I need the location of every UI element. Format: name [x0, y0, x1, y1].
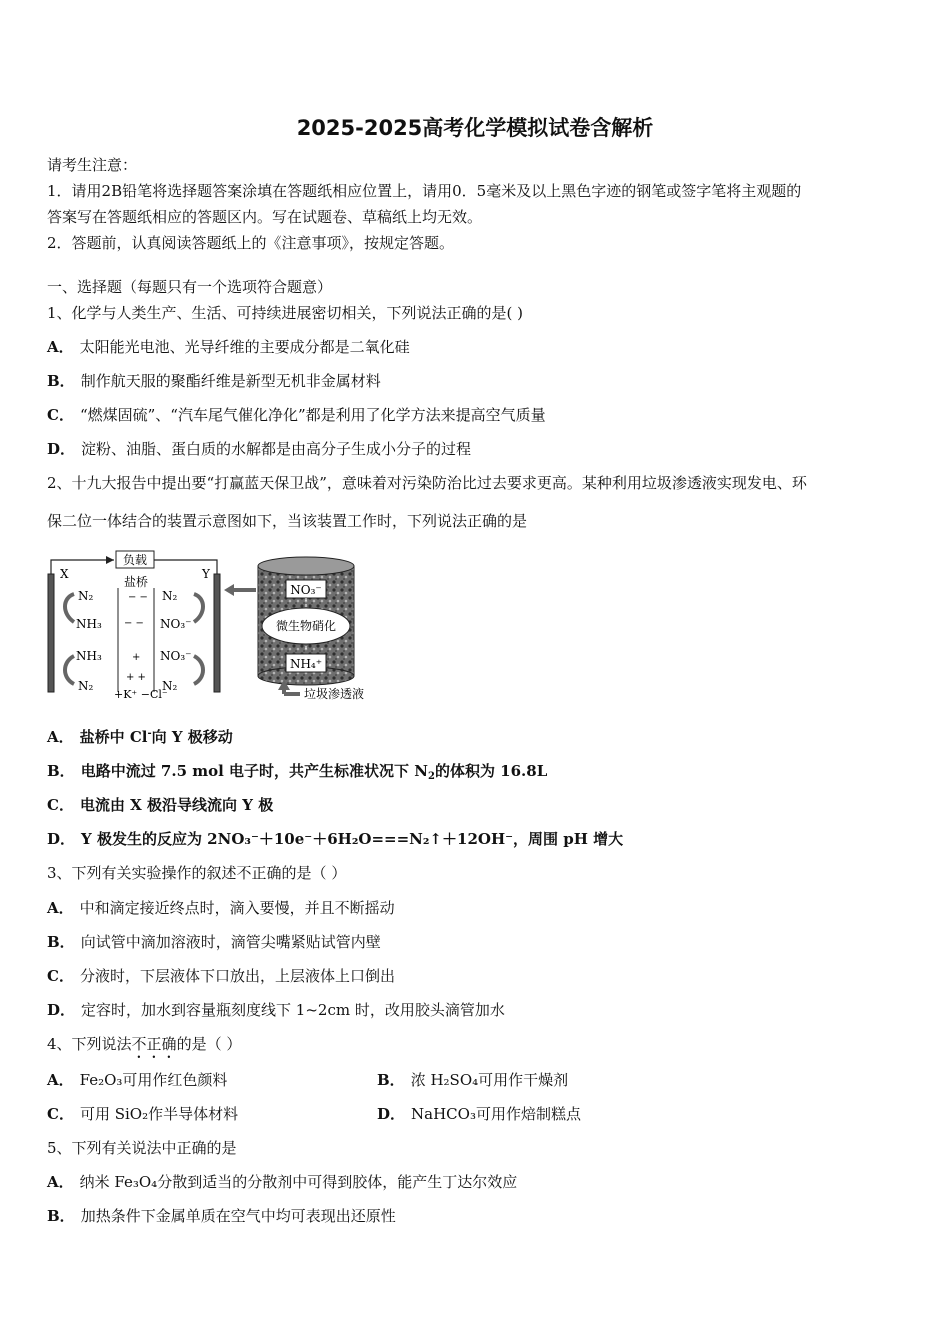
q1-option-a: A． 太阳能光电池、光导纤维的主要成分都是二氧化硅	[47, 338, 410, 356]
svg-text:− −: − −	[124, 618, 144, 629]
notice-block	[47, 152, 907, 256]
q4-option-d: D． NaHCO₃可用作焙制糕点	[377, 1105, 581, 1123]
q4-stem: 4、下列说法不正确的是（ ）	[47, 1035, 242, 1053]
ions-label: +K⁺ −Cl⁻	[114, 688, 168, 701]
left-n2-bottom: N₂	[78, 679, 94, 693]
q1-stem: 1、化学与人类生产、生活、可持续进展密切相关，下列说法正确的是( )	[47, 304, 524, 322]
q2-option-c: C． 电流由 X 极沿导线流向 Y 极	[47, 796, 274, 814]
tank-no3: NO₃⁻	[290, 583, 322, 597]
left-n2-top: N₂	[78, 589, 94, 603]
q4-option-b: B． 浓 H₂SO₄可用作干燥剂	[377, 1071, 569, 1089]
tank-nh4: NH₄⁺	[289, 657, 323, 671]
q4-option-a: A． Fe₂O₃可用作红色颜料	[47, 1071, 228, 1089]
q2-stem-line1: 2、十九大报告中提出要“打赢蓝天保卫战”，意味着对污染防治比过去要求更高。某种利用垃圾渗透液实现发电、环	[47, 474, 807, 492]
q1-option-d: D． 淀粉、油脂、蛋白质的水解都是由高分子生成小分子的过程	[47, 440, 472, 458]
q2-option-d: D． Y 极发生的反应为 2NO₃⁻＋10e⁻＋6H₂O===N₂↑＋12OH⁻，周围 pH 增大	[47, 830, 624, 848]
q3-option-a: A． 中和滴定接近终点时，滴入要慢，并且不断摇动	[47, 899, 395, 917]
section-heading: 一、选择题（每题只有一个选项符合题意）	[47, 278, 333, 296]
q5-stem: 5、下列有关说法中正确的是	[47, 1139, 237, 1157]
q3-option-b: B． 向试管中滴加溶液时，滴管尖嘴紧贴试管内壁	[47, 933, 381, 951]
svg-text:+ +: + +	[126, 672, 146, 683]
notice-item-1a: 1．请用2B铅笔将选择题答案涂填在答题纸相应位置上，请用0．5毫米及以上黑色字迹的钢笔或签字笔将主观题的	[47, 182, 802, 200]
leachate-label: 垃圾渗透液	[304, 687, 365, 701]
right-no3-bottom: NO₃⁻	[160, 649, 192, 663]
y-label: Y	[202, 567, 210, 581]
left-nh3-top: NH₃	[76, 617, 102, 631]
q5-option-b: B． 加热条件下金属单质在空气中均可表现出还原性	[47, 1207, 396, 1225]
svg-text:+: +	[132, 652, 141, 663]
microbe-label: 微生物硝化	[275, 619, 337, 633]
right-n2-bottom: N₂	[162, 679, 178, 693]
q4-emphasis: 不正确	[131, 1035, 177, 1053]
q3-stem: 3、下列有关实验操作的叙述不正确的是（ ）	[47, 864, 347, 882]
q4-option-c: C． 可用 SiO₂作半导体材料	[47, 1105, 239, 1123]
right-n2-top: N₂	[162, 589, 178, 603]
electrode-y	[214, 574, 220, 692]
q3-option-d: D． 定容时，加水到容量瓶刻度线下 1~2cm 时，改用胶头滴管加水	[47, 1001, 505, 1019]
right-no3-top: NO₃⁻	[160, 617, 192, 631]
q2-option-b: B． 电路中流过 7.5 mol 电子时，共产生标准状况下 $N_2$的体积为 16.8L	[47, 762, 548, 782]
q1-option-b: B． 制作航天服的聚酯纤维是新型无机非金属材料	[47, 372, 381, 390]
x-label: X	[60, 567, 69, 581]
load-label: 负载	[122, 553, 148, 567]
notice-item-1b: 答案写在答题纸相应的答题区内。写在试题卷、草稿纸上均无效。	[47, 208, 483, 226]
electrode-x	[48, 574, 54, 692]
page-title: 2025-2025高考化学模拟试卷含解析	[296, 116, 654, 140]
q3-option-c: C． 分液时，下层液体下口放出，上层液体上口倒出	[47, 967, 395, 985]
q2-stem-line2: 保二位一体结合的装置示意图如下，当该装置工作时，下列说法正确的是	[47, 512, 528, 530]
svg-text:− −: − −	[128, 592, 148, 603]
notice-heading: 请考生注意：	[47, 156, 138, 174]
electrochemical-cell-diagram	[44, 548, 394, 708]
left-nh3-bottom: NH₃	[76, 649, 102, 663]
salt-bridge-label: 盐桥	[123, 575, 149, 589]
q5-option-a: A． 纳米 Fe₃O₄分散到适当的分散剂中可得到胶体，能产生丁达尔效应	[47, 1173, 518, 1191]
q1-option-c: C． “燃煤固硫”、“汽车尾气催化净化”都是利用了化学方法来提高空气质量	[47, 406, 546, 424]
notice-item-2: 2．答题前，认真阅读答题纸上的《注意事项》，按规定答题。	[47, 234, 455, 252]
q2-option-a: A． 盐桥中 Cl-向 Y 极移动	[47, 728, 233, 746]
